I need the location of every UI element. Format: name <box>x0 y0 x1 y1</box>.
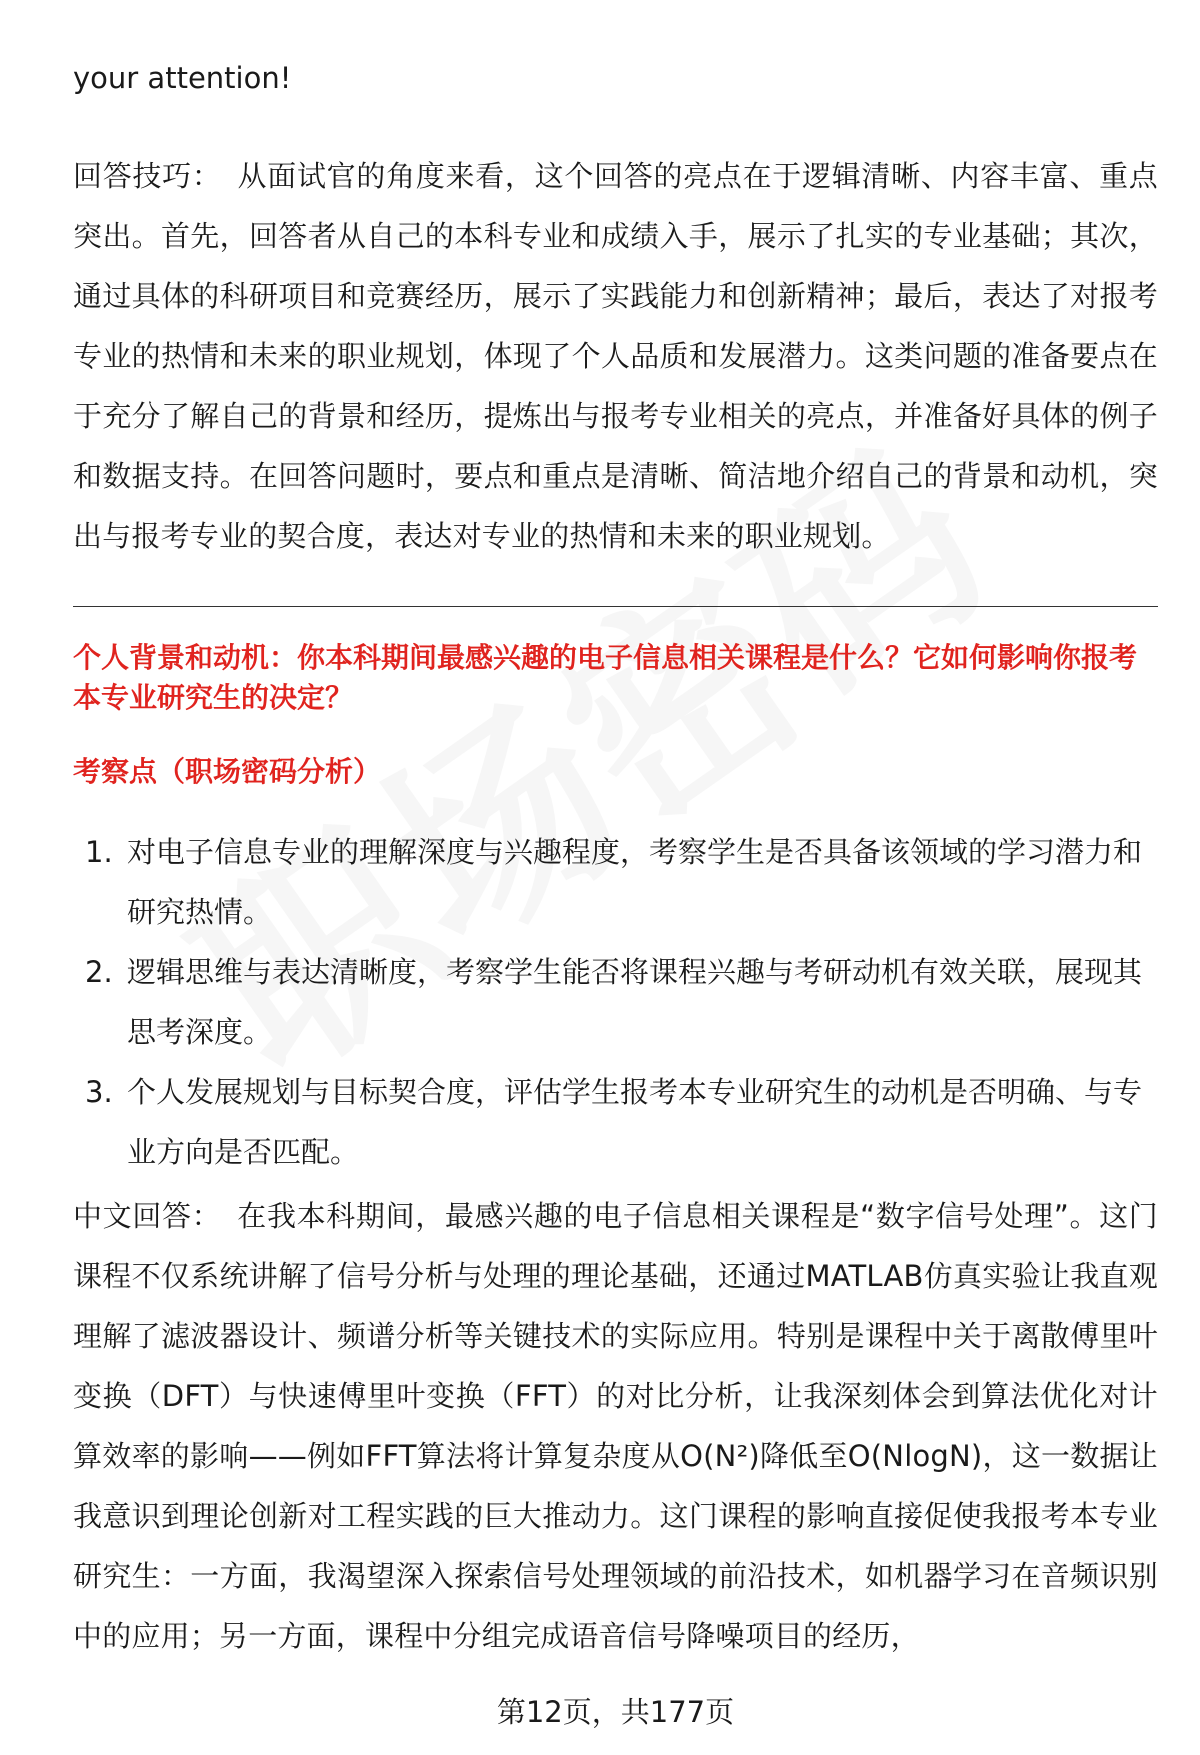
intro-text: your attention! <box>73 61 292 95</box>
list-item <box>73 942 1158 1062</box>
section-divider <box>73 606 1158 607</box>
list-item <box>73 1062 1158 1182</box>
document-page <box>73 0 1158 1755</box>
assessment-list <box>73 822 1158 1182</box>
list-item-text: 对电子信息专业的理解深度与兴趣程度，考察学生是否具备该领域的学习潜力和研究热情。 <box>127 835 1143 929</box>
chinese-answer-paragraph <box>73 1186 1158 1666</box>
list-item-number: 1. <box>85 835 113 869</box>
list-item-number: 3. <box>85 1075 113 1109</box>
assessment-heading: 考察点（职场密码分析） <box>73 755 382 788</box>
list-item-text: 逻辑思维与表达清晰度，考察学生能否将课程兴趣与考研动机有效关联，展现其思考深度。 <box>127 955 1143 1049</box>
list-item <box>73 822 1158 942</box>
answer-tips-paragraph <box>73 146 1158 566</box>
list-item-text: 个人发展规划与目标契合度，评估学生报考本专业研究生的动机是否明确、与专业方向是否匹配。 <box>127 1075 1143 1169</box>
list-item-number: 2. <box>85 955 113 989</box>
question-title: 个人背景和动机：你本科期间最感兴趣的电子信息相关课程是什么？它如何影响你报考本专业研究生的决定？ <box>73 641 1138 714</box>
chinese-answer-body: 在我本科期间，最感兴趣的电子信息相关课程是“数字信号处理”。这门课程不仅系统讲解了信号分析与处理的理论基础，还通过MATLAB仿真实验让我直观理解了滤波器设计、频谱分析等关键技术的实际应用。特别是课程中关于离散傅里叶变换（DFT）与快速傅里叶变换（FFT）的对比分析，让我深刻体会到算法优化对计算效率的影响——例如FFT算法将计算复杂度从O(N²)降低至O(NlogN)，这一数据让我意识到理论创新对工程实践的巨大推动力。这门课程的影响直接促使我报考本专业研究生：一方面，我渴望深入探索信号处理领域的前沿技术，如机器学习在音频识别中的应用；另一方面，课程中分组完成语音信号降噪项目的经历， <box>73 1199 1158 1653</box>
answer-tips-body: 从面试官的角度来看，这个回答的亮点在于逻辑清晰、内容丰富、重点突出。首先，回答者从自己的本科专业和成绩入手，展示了扎实的专业基础；其次，通过具体的科研项目和竞赛经历，展示了实践能力和创新精神；最后，表达了对报考专业的热情和未来的职业规划，体现了个人品质和发展潜力。这类问题的准备要点在于充分了解自己的背景和经历，提炼出与报考专业相关的亮点，并准备好具体的例子和数据支持。在回答问题时，要点和重点是清晰、简洁地介绍自己的背景和动机，突出与报考专业的契合度，表达对专业的热情和未来的职业规划。 <box>73 159 1158 553</box>
chinese-answer-label: 中文回答： <box>73 1199 222 1233</box>
answer-tips-label: 回答技巧： <box>73 159 222 193</box>
page-number-footer: 第12页，共177页 <box>496 1695 735 1729</box>
